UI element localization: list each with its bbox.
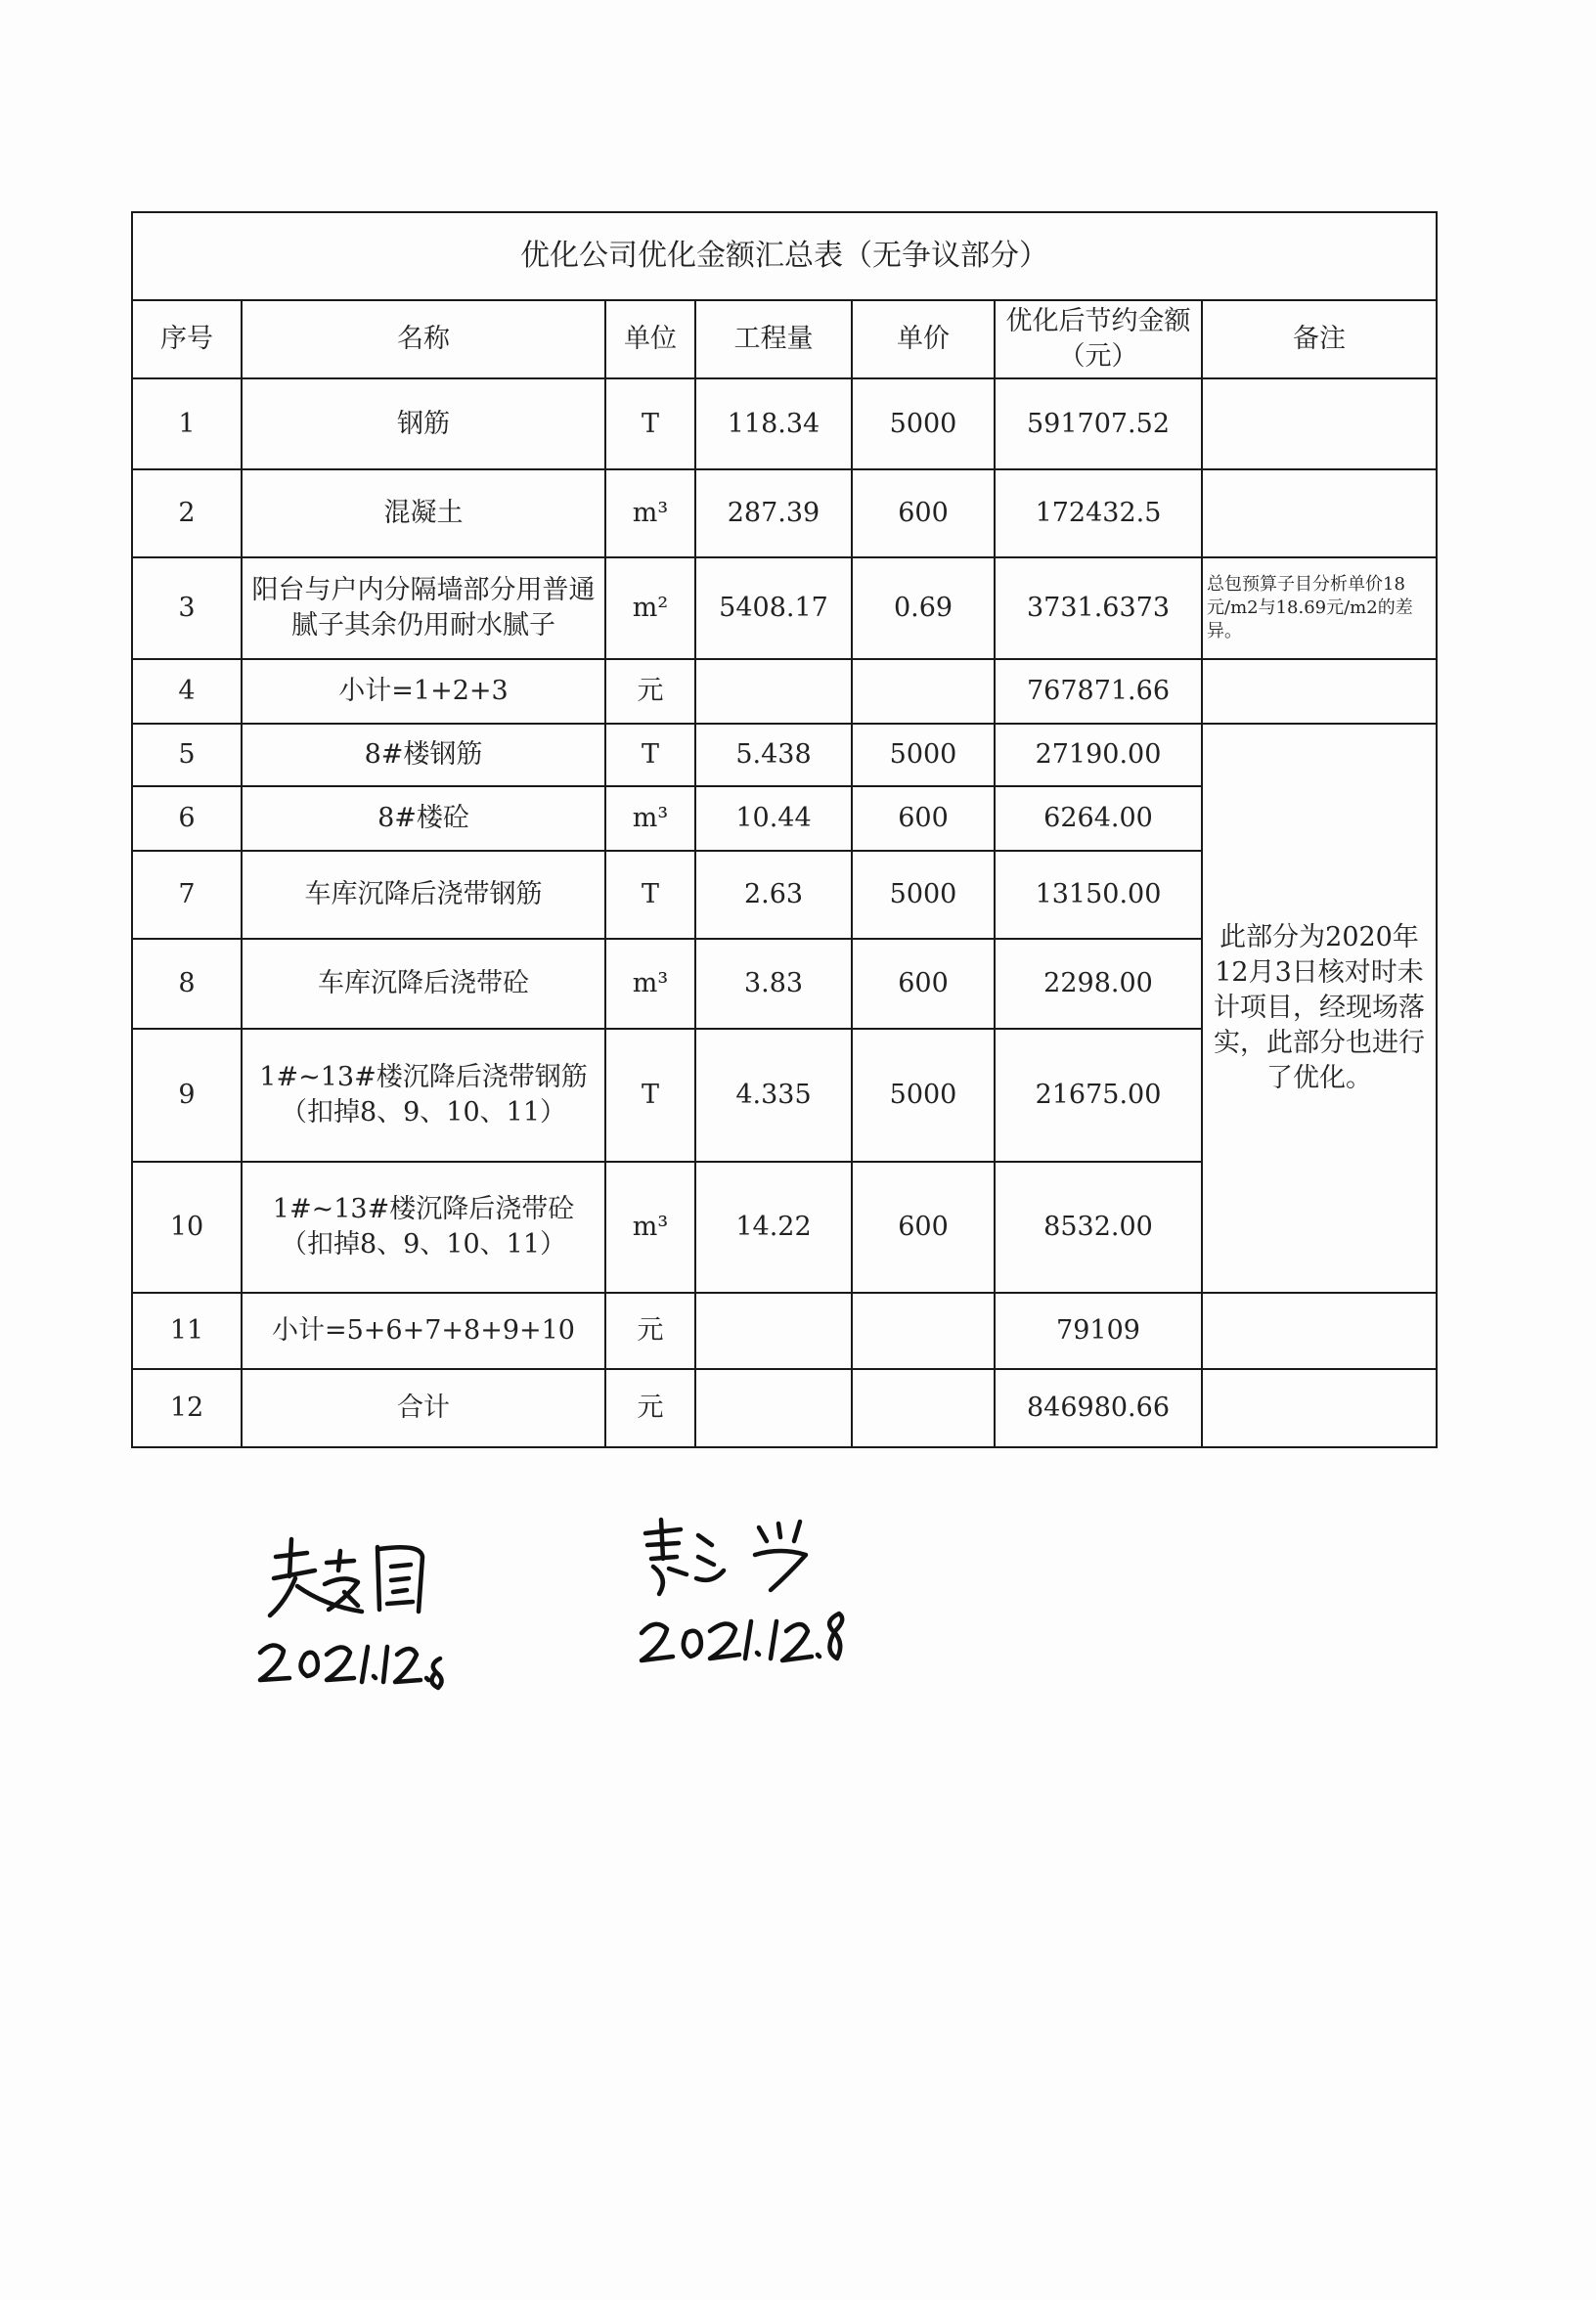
row-unit: 元 — [605, 659, 695, 724]
row-unit: m³ — [605, 786, 695, 851]
row-unit: 元 — [605, 1369, 695, 1447]
signature-1-date-handwriting — [252, 1633, 448, 1692]
row-no: 9 — [132, 1029, 242, 1162]
row-saving: 846980.66 — [995, 1369, 1202, 1447]
row-qty — [695, 1369, 852, 1447]
row-unit: 元 — [605, 1293, 695, 1369]
row-unit: m³ — [605, 939, 695, 1029]
total-row — [132, 1369, 1437, 1447]
row-no: 7 — [132, 851, 242, 939]
subtotal-row — [132, 659, 1437, 724]
merged-note: 此部分为2020年12月3日核对时未计项目，经现场落实，此部分也进行了优化。 — [1202, 724, 1437, 1293]
row-saving: 8532.00 — [995, 1162, 1202, 1293]
row-no: 10 — [132, 1162, 242, 1293]
row-name: 阳台与户内分隔墙部分用普通腻子其余仍用耐水腻子 — [242, 557, 605, 659]
signature-2-date — [636, 1604, 870, 1672]
row-unit: T — [605, 378, 695, 469]
header-row — [132, 300, 1437, 378]
row-qty: 10.44 — [695, 786, 852, 851]
row-price: 0.69 — [852, 557, 995, 659]
row-name: 1#~13#楼沉降后浇带钢筋（扣掉8、9、10、11） — [242, 1029, 605, 1162]
row-price: 600 — [852, 786, 995, 851]
row-name: 1#~13#楼沉降后浇带砼（扣掉8、9、10、11） — [242, 1162, 605, 1293]
row-price: 600 — [852, 939, 995, 1029]
row-saving: 3731.6373 — [995, 557, 1202, 659]
row-saving: 13150.00 — [995, 851, 1202, 939]
row-name: 8#楼砼 — [242, 786, 605, 851]
subtotal-row — [132, 1293, 1437, 1369]
row-no: 1 — [132, 378, 242, 469]
row-saving: 2298.00 — [995, 939, 1202, 1029]
row-qty: 14.22 — [695, 1162, 852, 1293]
row-note — [1202, 378, 1437, 469]
signature-2 — [634, 1506, 829, 1604]
row-price: 600 — [852, 1162, 995, 1293]
row-price — [852, 659, 995, 724]
row-unit: m³ — [605, 469, 695, 557]
row-note — [1202, 469, 1437, 557]
row-name: 车库沉降后浇带钢筋 — [242, 851, 605, 939]
row-price: 5000 — [852, 378, 995, 469]
row-saving: 172432.5 — [995, 469, 1202, 557]
table-row — [132, 557, 1437, 659]
row-no: 6 — [132, 786, 242, 851]
row-name: 混凝土 — [242, 469, 605, 557]
row-saving: 591707.52 — [995, 378, 1202, 469]
header-qty: 工程量 — [695, 300, 852, 378]
header-saving: 优化后节约金额（元） — [995, 300, 1202, 378]
row-note — [1202, 659, 1437, 724]
header-note: 备注 — [1202, 300, 1437, 378]
row-saving: 6264.00 — [995, 786, 1202, 851]
signature-1-name-handwriting — [256, 1527, 452, 1625]
table-row — [132, 378, 1437, 469]
header-no: 序号 — [132, 300, 242, 378]
signature-1-date — [252, 1633, 448, 1692]
row-no: 4 — [132, 659, 242, 724]
row-saving: 21675.00 — [995, 1029, 1202, 1162]
row-price: 5000 — [852, 851, 995, 939]
row-saving: 79109 — [995, 1293, 1202, 1369]
row-qty: 3.83 — [695, 939, 852, 1029]
table-row — [132, 724, 1437, 786]
row-unit: T — [605, 851, 695, 939]
row-unit: T — [605, 1029, 695, 1162]
row-qty: 287.39 — [695, 469, 852, 557]
row-unit: m² — [605, 557, 695, 659]
row-name: 小计=1+2+3 — [242, 659, 605, 724]
signature-2-name-handwriting — [634, 1506, 829, 1604]
row-qty: 5408.17 — [695, 557, 852, 659]
row-name: 合计 — [242, 1369, 605, 1447]
row-qty: 118.34 — [695, 378, 852, 469]
row-name: 小计=5+6+7+8+9+10 — [242, 1293, 605, 1369]
row-no: 12 — [132, 1369, 242, 1447]
row-note — [1202, 1369, 1437, 1447]
row-qty — [695, 659, 852, 724]
row-note — [1202, 1293, 1437, 1369]
savings-summary-table — [131, 211, 1438, 1448]
row-price — [852, 1293, 995, 1369]
signature-1 — [256, 1527, 452, 1625]
table-title: 优化公司优化金额汇总表（无争议部分） — [132, 212, 1437, 300]
row-name: 车库沉降后浇带砼 — [242, 939, 605, 1029]
row-unit: m³ — [605, 1162, 695, 1293]
row-name: 钢筋 — [242, 378, 605, 469]
row-no: 2 — [132, 469, 242, 557]
row-price: 5000 — [852, 1029, 995, 1162]
row-no: 11 — [132, 1293, 242, 1369]
row-qty: 4.335 — [695, 1029, 852, 1162]
row-no: 5 — [132, 724, 242, 786]
header-name: 名称 — [242, 300, 605, 378]
row-saving: 767871.66 — [995, 659, 1202, 724]
row-note: 总包预算子目分析单价18元/m2与18.69元/m2的差异。 — [1202, 557, 1437, 659]
row-name: 8#楼钢筋 — [242, 724, 605, 786]
row-price — [852, 1369, 995, 1447]
table-row — [132, 469, 1437, 557]
header-unit: 单位 — [605, 300, 695, 378]
row-unit: T — [605, 724, 695, 786]
row-qty — [695, 1293, 852, 1369]
row-qty: 5.438 — [695, 724, 852, 786]
row-price: 600 — [852, 469, 995, 557]
row-qty: 2.63 — [695, 851, 852, 939]
header-price: 单价 — [852, 300, 995, 378]
row-price: 5000 — [852, 724, 995, 786]
row-no: 3 — [132, 557, 242, 659]
row-saving: 27190.00 — [995, 724, 1202, 786]
signature-2-date-handwriting — [636, 1604, 870, 1672]
row-no: 8 — [132, 939, 242, 1029]
